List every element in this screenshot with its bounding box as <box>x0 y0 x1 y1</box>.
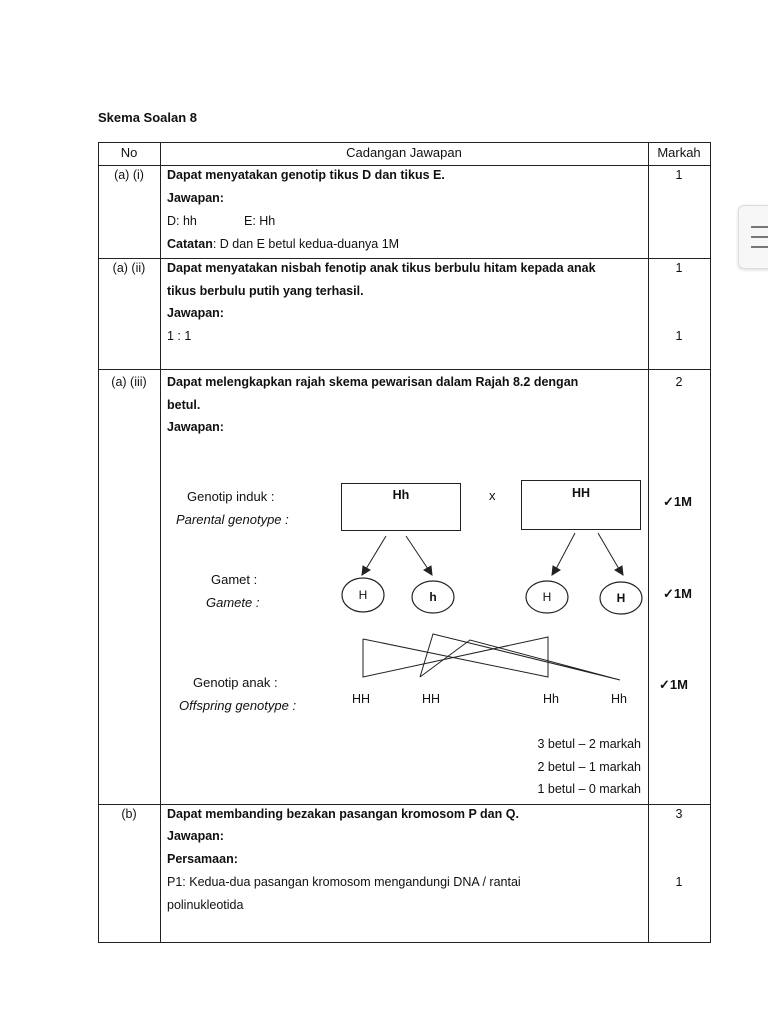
row-a-i-answer-e: E: Hh <box>244 214 276 228</box>
offspring-4: Hh <box>611 692 627 706</box>
row-a-iii-mark: 2 <box>675 375 683 389</box>
row-a-ii-answer-label: Jawapan: <box>167 306 224 320</box>
row-b-p1-line2: polinukleotida <box>167 898 244 912</box>
row-b-answer-label: Jawapan: <box>167 829 224 843</box>
note-label: Catatan <box>167 237 213 251</box>
header-no: No <box>120 145 138 160</box>
menu-icon-bar <box>751 246 768 248</box>
arrowhead <box>424 566 432 575</box>
rubric-line-1: 3 betul – 2 markah <box>537 737 641 751</box>
row-a-ii-question-line2: tikus berbulu putih yang terhasil. <box>167 284 364 298</box>
row-a-i-question: Dapat menyatakan genotip tikus D dan tikus E. <box>167 168 445 182</box>
row-a-ii-mark-total: 1 <box>675 261 683 275</box>
header-marks: Markah <box>657 145 701 160</box>
rubric-line-3: 1 betul – 0 markah <box>537 782 641 796</box>
row-a-ii-question-line1: Dapat menyatakan nisbah fenotip anak tikus berbulu hitam kepada anak <box>167 261 596 275</box>
row-a-i-number: (a) (i) <box>114 168 144 182</box>
row-b-mark-p1: 1 <box>675 875 683 889</box>
row-a-ii-number: (a) (ii) <box>112 261 146 275</box>
offspring-genotype-label-en: Offspring genotype : <box>179 698 297 713</box>
arrow-p2-g3 <box>556 533 575 569</box>
row-a-ii-mark-answer: 1 <box>675 329 683 343</box>
row-a-i-note <box>167 236 399 252</box>
cross-lines-a <box>363 637 548 677</box>
row-a-iii-question-line2: betul. <box>167 398 201 412</box>
gamete-3: H <box>542 590 552 604</box>
row-a-i-answer-label: Jawapan: <box>167 191 224 205</box>
gamete-1: H <box>358 588 368 602</box>
row-b-question: Dapat membanding bezakan pasangan kromosom P dan Q. <box>167 807 519 821</box>
gamete-label-en: Gamete : <box>206 595 260 610</box>
tick-mark-gamete: ✓1M <box>663 586 692 601</box>
arrowhead <box>362 566 370 575</box>
tick-mark-parent: ✓1M <box>663 494 692 509</box>
offspring-3: Hh <box>543 692 559 706</box>
arrowhead <box>615 566 623 575</box>
parent1-genotype: Hh <box>392 488 410 502</box>
cross-symbol: x <box>489 488 496 503</box>
offspring-1: HH <box>351 692 371 706</box>
arrow-p2-g4 <box>598 533 619 569</box>
menu-icon-bar <box>751 236 768 238</box>
rubric-line-2: 2 betul – 1 markah <box>537 760 641 774</box>
row-a-i-mark: 1 <box>675 168 683 182</box>
note-text: : D dan E betul kedua-duanya 1M <box>212 237 400 251</box>
row-a-ii-answer: 1 : 1 <box>167 329 192 343</box>
header-answer: Cadangan Jawapan <box>346 145 462 160</box>
row-b-similarity-label: Persamaan: <box>167 852 238 866</box>
row-a-iii-number: (a) (iii) <box>111 375 147 389</box>
menu-icon-bar <box>751 226 768 228</box>
row-b-mark-total: 3 <box>675 807 683 821</box>
gamete-4: H <box>616 591 626 605</box>
gamete-2: h <box>429 590 437 604</box>
page-title: Skema Soalan 8 <box>98 110 197 125</box>
arrowhead <box>552 566 560 575</box>
parent-genotype-label: Genotip induk : <box>187 489 275 504</box>
offspring-2: HH <box>421 692 441 706</box>
row-b-p1-line1: P1: Kedua-dua pasangan kromosom mengandungi DNA / rantai <box>167 875 521 889</box>
row-a-i-answer-d: D: hh <box>167 214 197 228</box>
arrow-p1-g1 <box>366 536 386 569</box>
tick-mark-offspring: ✓1M <box>659 677 688 692</box>
gamete-label: Gamet : <box>211 572 258 587</box>
row-a-iii-question-line1: Dapat melengkapkan rajah skema pewarisan dalam Rajah 8.2 dengan <box>167 375 579 389</box>
row-a-iii-answer-label: Jawapan: <box>167 420 224 434</box>
offspring-genotype-label: Genotip anak : <box>193 675 278 690</box>
row-b-number: (b) <box>121 807 137 821</box>
arrow-p1-g2 <box>406 536 428 569</box>
parent-genotype-label-en: Parental genotype : <box>176 512 289 527</box>
parent2-genotype: HH <box>571 486 591 500</box>
side-panel-toggle[interactable] <box>738 205 768 269</box>
